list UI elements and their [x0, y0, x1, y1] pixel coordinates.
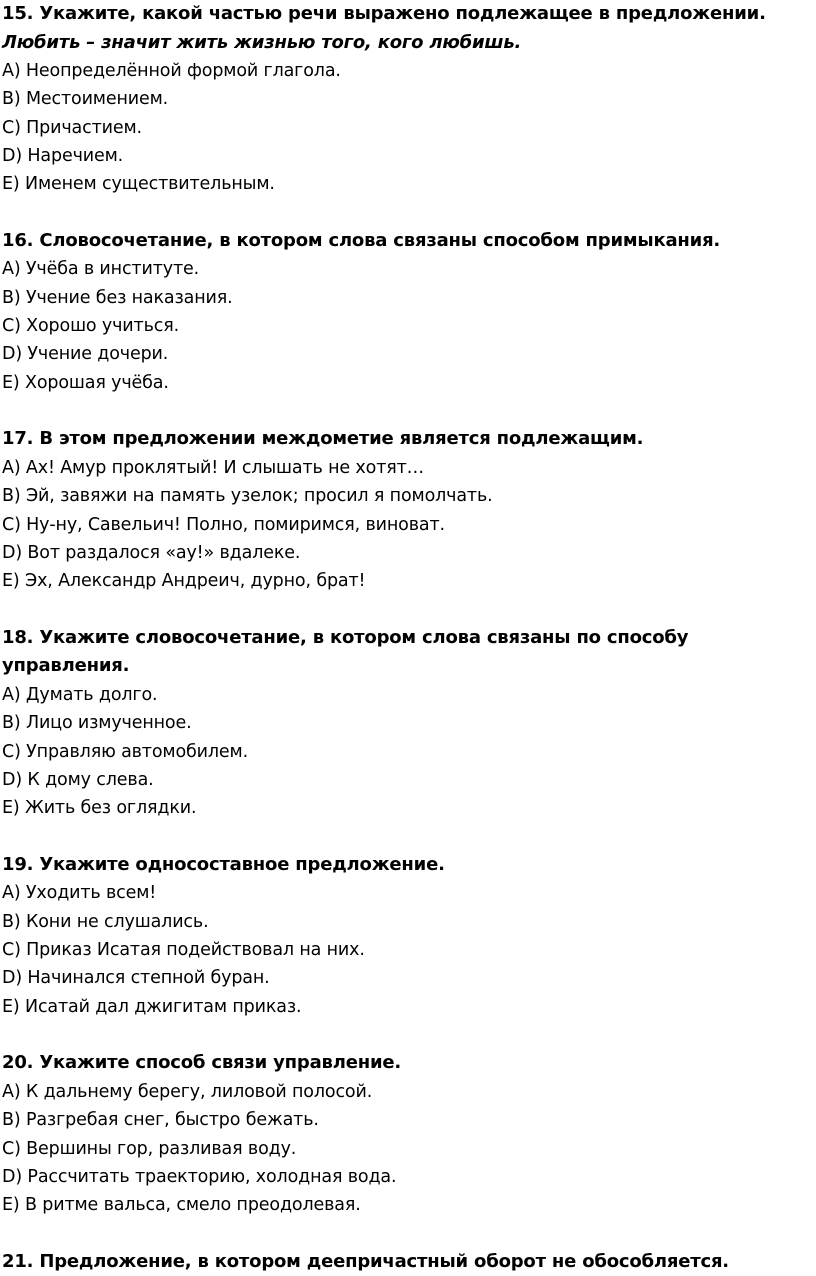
- answer-option: А) К дальнему берегу, лиловой полосой.: [2, 1081, 373, 1102]
- answer-option: В) Местоимением.: [2, 89, 169, 110]
- answer-option: D) Наречием.: [2, 145, 124, 166]
- answer-option: С) Управляю автомобилем.: [2, 741, 248, 762]
- answer-option: А) Неопределённой формой глагола.: [2, 61, 341, 81]
- answer-option: В) Разгребая снег, быстро бежать.: [2, 1110, 319, 1131]
- answer-option: С) Хорошо учиться.: [2, 316, 179, 337]
- answer-option: А) Ах! Амур проклятый! И слышать не хотят…: [2, 457, 425, 478]
- answer-option: Е) В ритме вальса, смело преодолевая.: [2, 1195, 361, 1216]
- answer-option: Е) Именем существительным.: [2, 174, 275, 195]
- answer-option: А) Уходить всем!: [2, 883, 157, 904]
- question-title: 17. В этом предложении междометие является подлежащим.: [2, 428, 644, 450]
- spacer: [2, 1021, 816, 1050]
- answer-option: Е) Хорошая учёба.: [2, 372, 169, 393]
- answer-option: D) Вот раздалося «ау!» вдалеке.: [2, 542, 301, 563]
- question-18: [2, 624, 816, 822]
- question-title: 20. Укажите способ связи управление.: [2, 1052, 402, 1074]
- question-title-continued: управления.: [2, 655, 130, 677]
- question-title: 15. Укажите, какой частью речи выражено подлежащее в предложении.: [2, 3, 766, 24]
- answer-option: А) Думать долго.: [2, 684, 158, 705]
- answer-option: D) Учение дочери.: [2, 344, 169, 365]
- answer-option: Е) Эх, Александр Андреич, дурно, брат!: [2, 571, 366, 592]
- question-15: [2, 0, 816, 198]
- answer-option: В) Лицо измученное.: [2, 713, 192, 734]
- spacer: [2, 397, 816, 426]
- answer-option: В) Кони не слушались.: [2, 911, 209, 932]
- answer-option: Е) Исатай дал джигитам приказ.: [2, 996, 302, 1017]
- answer-option: В) Эй, завяжи на память узелок; просил я помолчать.: [2, 486, 493, 507]
- question-17: [2, 425, 816, 595]
- question-21: [2, 1248, 816, 1276]
- question-16: [2, 227, 816, 397]
- question-19: [2, 851, 816, 1021]
- question-title: 16. Словосочетание, в котором слова связаны способом примыкания.: [2, 229, 721, 251]
- answer-option: С) Вершины гор, разливая воду.: [2, 1138, 297, 1159]
- answer-option: С) Ну-ну, Савельич! Полно, помиримся, виноват.: [2, 514, 445, 535]
- spacer: [2, 198, 816, 227]
- answer-option: А) Учёба в институте.: [2, 259, 200, 280]
- question-20: [2, 1049, 816, 1219]
- spacer: [2, 595, 816, 624]
- answer-option: С) Приказ Исатая подействовал на них.: [2, 940, 365, 961]
- answer-option: С) Причастием.: [2, 117, 142, 138]
- answer-option: D) К дому слева.: [2, 769, 154, 790]
- spacer: [2, 1219, 816, 1248]
- answer-option: D) Начинался степной буран.: [2, 968, 270, 989]
- answer-option: Е) Жить без оглядки.: [2, 798, 197, 819]
- answer-option: В) Учение без наказания.: [2, 287, 233, 308]
- question-title: 19. Укажите односоставное предложение.: [2, 853, 445, 875]
- spacer: [2, 822, 816, 851]
- question-title: 18. Укажите словосочетание, в котором слова связаны по способу: [2, 626, 689, 648]
- question-title: 21. Предложение, в котором деепричастный оборот не обособляется.: [2, 1250, 729, 1272]
- question-quote: Любить – значит жить жизнью того, кого любишь.: [2, 31, 522, 53]
- answer-option: D) Рассчитать траекторию, холодная вода.: [2, 1166, 397, 1187]
